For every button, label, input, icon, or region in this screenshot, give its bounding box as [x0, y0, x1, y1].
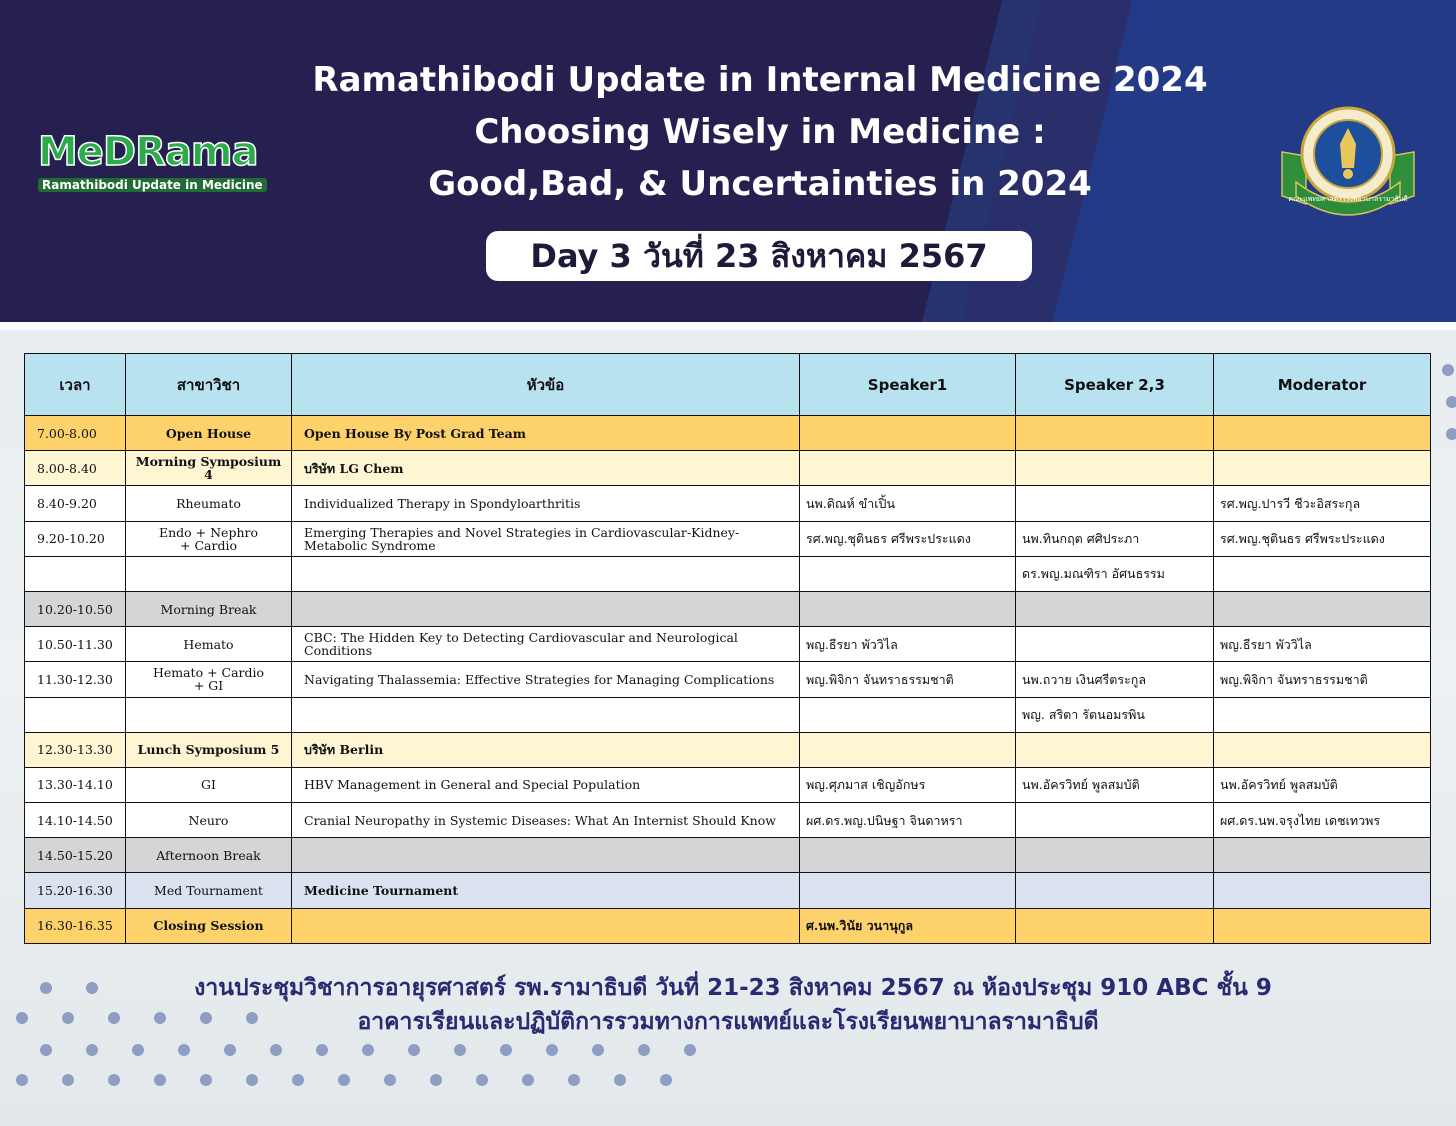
column-header-department: สาขาวิชา: [126, 354, 292, 416]
cell-speaker23: [1016, 838, 1214, 873]
cell-moderator: [1214, 451, 1431, 486]
cell-time: 9.20-10.20: [25, 521, 126, 556]
cell-speaker23: [1016, 873, 1214, 908]
cell-speaker1: [800, 732, 1016, 767]
cell-speaker1: รศ.พญ.ชุตินธร ศรีพระประแดง: [800, 521, 1016, 556]
cell-speaker23: [1016, 416, 1214, 451]
cell-time: 10.50-11.30: [25, 627, 126, 662]
cell-moderator: [1214, 697, 1431, 732]
cell-department: GI: [126, 767, 292, 802]
cell-topic: [292, 838, 800, 873]
table-header-row: [25, 354, 1431, 416]
cell-topic: บริษัท Berlin: [292, 732, 800, 767]
cell-speaker1: ผศ.ดร.พญ.ปนิษฐา จินดาหรา: [800, 803, 1016, 838]
cell-department: Afternoon Break: [126, 838, 292, 873]
cell-speaker23: [1016, 486, 1214, 521]
cell-speaker23: [1016, 803, 1214, 838]
table-row: [25, 627, 1431, 662]
table-row: [25, 451, 1431, 486]
table-row: [25, 732, 1431, 767]
day-label: Day 3 วันที่ 23 สิงหาคม 2567: [486, 231, 1032, 281]
cell-time: 7.00-8.00: [25, 416, 126, 451]
cell-moderator: [1214, 591, 1431, 626]
cell-moderator: [1214, 838, 1431, 873]
table-row: [25, 486, 1431, 521]
cell-moderator: พญ.ธีรยา พัววิไล: [1214, 627, 1431, 662]
cell-speaker1: [800, 556, 1016, 591]
cell-department: Morning Symposium 4: [126, 451, 292, 486]
cell-moderator: นพ.อัครวิทย์ พูลสมบัติ: [1214, 767, 1431, 802]
seal-text: คณะแพทยศาสตร์โรงพยาบาลรามาธิบดี: [1288, 195, 1408, 203]
event-title: Ramathibodi Update in Internal Medicine 2024: [312, 60, 1208, 100]
cell-time: 14.50-15.20: [25, 838, 126, 873]
cell-speaker1: [800, 416, 1016, 451]
table-row: [25, 803, 1431, 838]
cell-speaker23: พญ. สริตา รัตนอมรพิน: [1016, 697, 1214, 732]
cell-speaker1: พญ.ศุภมาส เชิญอักษร: [800, 767, 1016, 802]
cell-topic: Navigating Thalassemia: Effective Strategies for Managing Complications: [292, 662, 800, 697]
cell-moderator: [1214, 732, 1431, 767]
event-subtitle-line1: Choosing Wisely in Medicine :: [474, 112, 1046, 152]
table-row: [25, 873, 1431, 908]
cell-department: Rheumato: [126, 486, 292, 521]
cell-time: 12.30-13.30: [25, 732, 126, 767]
cell-time: 10.20-10.50: [25, 591, 126, 626]
cell-department: Med Tournament: [126, 873, 292, 908]
cell-speaker1: [800, 838, 1016, 873]
table-row: [25, 838, 1431, 873]
table-row: [25, 697, 1431, 732]
table-row: [25, 416, 1431, 451]
cell-department: [126, 697, 292, 732]
cell-topic: HBV Management in General and Special Population: [292, 767, 800, 802]
cell-speaker1: [800, 873, 1016, 908]
cell-department: Neuro: [126, 803, 292, 838]
cell-time: 14.10-14.50: [25, 803, 126, 838]
event-subtitle-line2: Good,Bad, & Uncertainties in 2024: [428, 164, 1092, 204]
cell-department: Hemato: [126, 627, 292, 662]
cell-speaker23: นพ.ทินกฤต ศศิประภา: [1016, 521, 1214, 556]
cell-topic: Individualized Therapy in Spondyloarthritis: [292, 486, 800, 521]
cell-speaker23: นพ.อัครวิทย์ พูลสมบัติ: [1016, 767, 1214, 802]
cell-speaker1: [800, 591, 1016, 626]
cell-moderator: [1214, 556, 1431, 591]
cell-time: 8.40-9.20: [25, 486, 126, 521]
logo-wordmark: MeDRama: [38, 129, 258, 175]
cell-time: 15.20-16.30: [25, 873, 126, 908]
cell-speaker1: [800, 451, 1016, 486]
cell-department: Open House: [126, 416, 292, 451]
table-row: [25, 908, 1431, 943]
cell-topic: [292, 556, 800, 591]
cell-moderator: [1214, 873, 1431, 908]
table-row: [25, 521, 1431, 556]
cell-department: Closing Session: [126, 908, 292, 943]
header-divider: [0, 322, 1456, 330]
schedule-table: [24, 353, 1431, 944]
cell-topic: [292, 697, 800, 732]
cell-topic: บริษัท LG Chem: [292, 451, 800, 486]
cell-department: Morning Break: [126, 591, 292, 626]
cell-speaker1: ศ.นพ.วินัย วนานุกูล: [800, 908, 1016, 943]
cell-moderator: รศ.พญ.ปารวี ชีวะอิสระกุล: [1214, 486, 1431, 521]
logo-tagline: Ramathibodi Update in Medicine: [38, 178, 267, 192]
cell-speaker23: [1016, 591, 1214, 626]
cell-time: 13.30-14.10: [25, 767, 126, 802]
column-header-time: เวลา: [25, 354, 126, 416]
cell-speaker23: [1016, 908, 1214, 943]
cell-moderator: รศ.พญ.ชุตินธร ศรีพระประแดง: [1214, 521, 1431, 556]
medrama-logo: [38, 130, 268, 190]
column-header-moderator: Moderator: [1214, 354, 1431, 416]
cell-speaker23: นพ.ถวาย เงินศรีตระกูล: [1016, 662, 1214, 697]
cell-topic: CBC: The Hidden Key to Detecting Cardiovascular and Neurological Conditions: [292, 627, 800, 662]
cell-department: Hemato + Cardio + GI: [126, 662, 292, 697]
venue-info-line1: งานประชุมวิชาการอายุรศาสตร์ รพ.รามาธิบดี วันที่ 21-23 สิงหาคม 2567 ณ ห้องประชุม 910 ABC ชั้น 9: [194, 975, 1272, 1001]
cell-topic: [292, 591, 800, 626]
cell-speaker1: พญ.พิจิกา จันทราธรรมชาติ: [800, 662, 1016, 697]
cell-time: 16.30-16.35: [25, 908, 126, 943]
cell-time: [25, 697, 126, 732]
cell-speaker23: [1016, 627, 1214, 662]
table-row: [25, 556, 1431, 591]
cell-topic: [292, 908, 800, 943]
cell-speaker1: [800, 697, 1016, 732]
table-row: [25, 662, 1431, 697]
cell-moderator: [1214, 908, 1431, 943]
cell-topic: Cranial Neuropathy in Systemic Diseases: What An Internist Should Know: [292, 803, 800, 838]
faculty-seal-icon: [1276, 104, 1420, 218]
cell-department: [126, 556, 292, 591]
cell-speaker23: ดร.พญ.มณฑิรา อัศนธรรม: [1016, 556, 1214, 591]
cell-topic: Medicine Tournament: [292, 873, 800, 908]
cell-speaker1: นพ.ดิณห์ ขำเปิ้น: [800, 486, 1016, 521]
cell-moderator: ผศ.ดร.นพ.จรุงไทย เดชเทวพร: [1214, 803, 1431, 838]
table-row: [25, 767, 1431, 802]
cell-department: Endo + Nephro + Cardio: [126, 521, 292, 556]
cell-topic: Emerging Therapies and Novel Strategies in Cardiovascular-Kidney-Metabolic Syndrome: [292, 521, 800, 556]
column-header-speaker1: Speaker1: [800, 354, 1016, 416]
cell-moderator: พญ.พิจิกา จันทราธรรมชาติ: [1214, 662, 1431, 697]
venue-info-line2: อาคารเรียนและปฏิบัติการรวมทางการแพทย์และโรงเรียนพยาบาลรามาธิบดี: [357, 1009, 1099, 1035]
cell-department: Lunch Symposium 5: [126, 732, 292, 767]
cell-time: 11.30-12.30: [25, 662, 126, 697]
cell-speaker1: พญ.ธีรยา พัววิไล: [800, 627, 1016, 662]
cell-time: [25, 556, 126, 591]
table-row: [25, 591, 1431, 626]
column-header-speaker23: Speaker 2,3: [1016, 354, 1214, 416]
cell-topic: Open House By Post Grad Team: [292, 416, 800, 451]
column-header-topic: หัวข้อ: [292, 354, 800, 416]
cell-time: 8.00-8.40: [25, 451, 126, 486]
cell-moderator: [1214, 416, 1431, 451]
cell-speaker23: [1016, 451, 1214, 486]
cell-speaker23: [1016, 732, 1214, 767]
header-banner: [0, 0, 1456, 322]
